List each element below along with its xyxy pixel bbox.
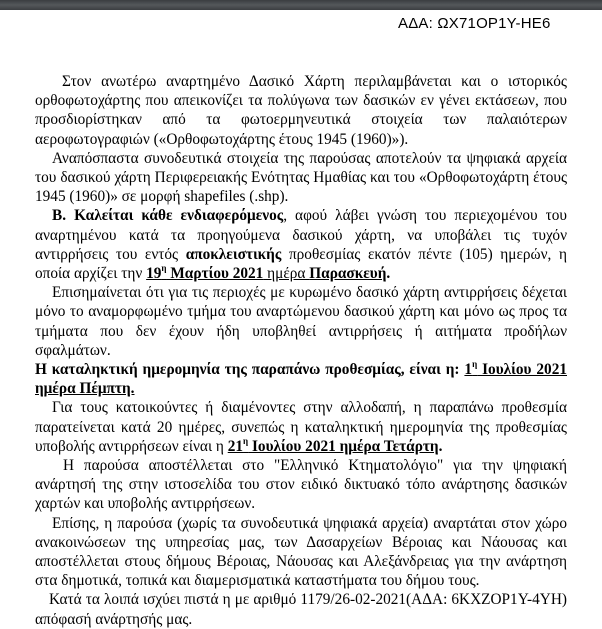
paragraph-abroad-extension: Για τους κατοικούντες ή διαμένοντες στην αλλοδαπή, η παραπάνω προθεσμία παρατείνεται κατά 20 ημέρες, συνεπώς η καταληκτική ημερομηνία της προθεσμίας υποβολής αντιρρήσεων είναι η $21^\eta$ Ιουλίου 2021 ημέρα Τετάρτη.	[35, 399, 567, 455]
paragraph-cadastre: Η παρούσα αποστέλλεται στο "Ελληνικό Κτηματολόγιο" για την ψηφιακή ανάρτησή της στην ιστοσελίδα του στον ειδικό δικτυακό τόπο ανάρτησης δασικών χαρτών και υποβολής αντιρρήσεων.	[35, 457, 567, 513]
paragraph-historic-orthophoto: Στον ανωτέρω αναρτημένο Δασικό Χάρτη περιλαμβάνεται και ο ιστορικός ορθοφωτοχάρτης που απεικονίζει τα πολύγωνα των δασικών εν γένει εκτάσεων, που προσδιορίστηκαν από τα φωτοερμηνευτικά στοιχεία των παλαιότερων αεροφωτογραφιών («Ορθοφωτοχάρτης έτους 1945 (1960)»).	[35, 73, 567, 148]
paragraph-previous-decision: Κατά τα λοιπά ισχύει πιστά η με αριθμό 1179/26-02-2021(ΑΔΑ: 6ΚΧΖΟΡ1Υ-4ΥΗ) απόφασή ανάρτησής μας.	[35, 591, 567, 628]
viewer-toolbar	[0, 0, 602, 10]
paragraph-attachments: Αναπόσπαστα συνοδευτικά στοιχεία της παρούσας αποτελούν τα ψηφιακά αρχεία του δασικού χάρτη Περιφερειακής Ενότητας Ημαθίας και του «Ορθοφωτοχάρτη έτους 1945 (1960)» σε μορφή shapefiles (.shp).	[35, 149, 567, 206]
extended-deadline-date: $21^\eta$ Ιουλίου 2021 ημέρα Τετάρτη	[227, 435, 439, 455]
deadline-date: $1^\eta$ Ιουλίου 2021 ημέρα Πέμπτη.	[35, 359, 567, 398]
paragraph-posting: Επίσης, η παρούσα (χωρίς τα συνοδευτικά ψηφιακά αρχεία) αναρτάται στον χώρο ανακοινώσεων της υπηρεσίας μας, των Δασαρχείων Βέροιας και Νάουσας και αποστέλλεται στους δήμους Βέροιας, Νάουσας και Αλεξάνδρειας για την ανάρτηση στα δημοτικά, τοπικά και διαμερισματικά καταστήματα του δήμου τους.	[35, 514, 567, 590]
start-date: $19^\eta$ Μαρτίου 2021 ημέρα Παρασκευή	[146, 263, 387, 283]
exclusive-word: αποκλειστικής	[185, 245, 282, 263]
paragraph-certified-map-note: Επισημαίνεται ότι για τις περιοχές με κυρωμένο δασικό χάρτη αντιρρήσεις δέχεται μόνο το αναμορφωμένο τμήμα του αναρτώμενου δασικού χάρτη και μόνο ως προς τα τμήματα που δεν έχουν ήδη υποβληθεί αντιρρήσεις ή αιτήματα προδήλων σφαλμάτων.	[35, 284, 567, 359]
text: προθεσμίας εκατόν πέντε (105) ημερών, η οποία αρχίζει την	[35, 245, 567, 283]
paragraph-deadline	[35, 360, 567, 398]
paragraph-objection-call: Β. Καλείται κάθε ενδιαφερόμενος, αφού λάβει γνώση του περιεχομένου του αναρτημένου κατά τα προηγούμενα δασικού χάρτη, να υποβάλει τις τυχόν αντιρρήσεις του εντός αποκλειστικής προθεσμίας εκατόν πέντε (105) ημερών, η οποία αρχίζει την $19^\eta$ Μαρτίου 2021 ημέρα Παρασκευή.	[35, 207, 567, 283]
ada-code: ΑΔΑ: ΩΧ71ΟΡ1Υ-ΗΕ6	[398, 15, 551, 32]
text: Για τους κατοικούντες ή διαμένοντες στην αλλοδαπή, η παραπάνω προθεσμία παρατείνεται κατά 20 ημέρες, συνεπώς η καταληκτική ημερομηνία της προθεσμίας υποβολής αντιρρήσεων είναι η	[35, 399, 567, 455]
call-lead: Β. Καλείται κάθε ενδιαφερόμενος	[52, 207, 284, 225]
text: , αφού λάβει γνώση του περιεχομένου του αναρτημένου κατά τα προηγούμενα δασικού χάρτη, να υποβάλει τις τυχόν αντιρρήσεις του εντός	[35, 207, 567, 263]
document-body	[35, 72, 567, 629]
deadline-text: Η καταληκτική ημερομηνία της παραπάνω προθεσμίας, είναι η:	[35, 361, 465, 379]
